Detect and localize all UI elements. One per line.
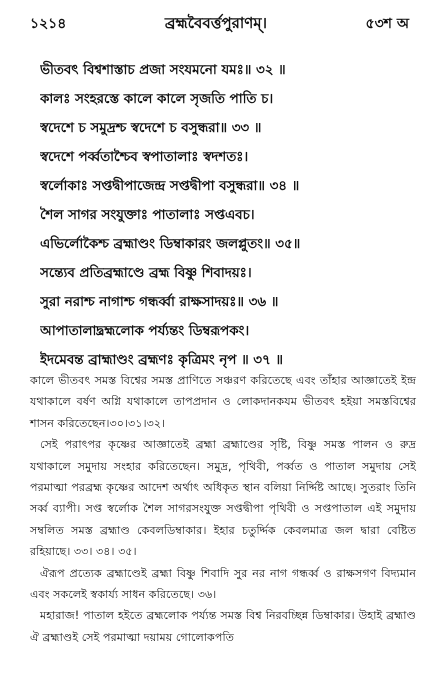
verse-line: শৈল সাগর সংযুক্তাঃ পাতালাঃ সপ্তএবচ। (40, 208, 255, 223)
chapter-label: ৫৩শ অ (365, 16, 409, 32)
bengali-commentary (30, 370, 416, 648)
commentary-paragraph: কালে ভীতবৎ সমস্ত বিশ্বের সমস্ত প্রাণিতে সঞ্চরণ করিতেছে এবং তাঁহার আজ্ঞাতেই ইন্দ্র যথাকালে বর্ষণ অগ্নি যথাকালে তাপপ্রদান ও লোকদানকযম ভীতবৎ হইয়া সমস্তবিশ্বের শাসন করিতেছেন।৩০।৩১।৩২। (30, 374, 416, 430)
sanskrit-verses (40, 56, 412, 375)
verse-line: ভীতবৎ বিশ্বশাস্তাচ প্রজা সংযমনো যমঃ॥ ৩২ ॥ (40, 63, 286, 78)
commentary-paragraph: মহারাজ! পাতাল হইতে ব্রহ্মলোক পর্য্যন্ত সমস্ত বিশ্ব নিরবচ্ছিন্ন ডিম্বাকার। উহাই ব্রহ্মাণ্ড ঐ ব্রহ্মাণ্ডই সেই পরমাত্মা দয়াময় গোলোকপতি (30, 609, 416, 644)
commentary-paragraph: ঐরূপ প্রত্যেক ব্রহ্মাণ্ডেই ব্রহ্মা বিষ্ণু শিবাদি সুর নর নাগ গন্ধর্ব্ব ও রাক্ষসগণ বিদ্যমান এবং সকলেই স্বকার্য্য সাধন করিতেছে। ৩৬। (30, 566, 416, 602)
verse-line: আপাতালাদ্ব্রহ্মলোক পর্য্যন্তং ডিম্বরূপকং। (40, 324, 250, 339)
page-number: ১২১৪ (30, 16, 67, 32)
commentary-paragraph: সেই পরাৎপর কৃষ্ণের আজ্ঞাতেই ব্রহ্মা ব্রহ্মাণ্ডের সৃষ্টি, বিষ্ণু সমস্ত পালন ও রুদ্র যথাকালে সমুদায় সংহার করিতেছেন। সমুদ্র, পৃথিবী, পর্ব্বত ও পাতাল সমুদায় সেই পরমাত্মা পরব্রহ্ম কৃষ্ণের আদেশ অর্থাৎ অধিকৃত স্থান বলিয়া নির্দ্দিষ্ট আছে। সুতরাং তিনি সর্ব্ব ব্যাপী। সপ্ত স্বর্লোক শৈল সাগরসংযুক্ত সপ্তদ্বীপা পৃথিবী ও সপ্তপাতাল এই সমুদায় সম্বলিত সমস্ত ব্রহ্মাণ্ড কেবলডিম্বাকার। ইহার চতুর্দ্দিক কেবলমাত্র জল দ্বারা বেষ্টিত রহিয়াছে। ৩৩। ৩৪। ৩৫। (30, 438, 416, 559)
page-header (30, 8, 409, 40)
verse-line: সুরা নরাশ্চ নাগাশ্চ গন্ধর্ব্বা রাক্ষসাদয়ঃ॥ ৩৬ ॥ (40, 295, 279, 310)
verse-line: এভির্লোকৈশ্চ ব্রহ্মাণ্ডং ডিম্বাকারং জলপ্লুতং॥ ৩৫॥ (40, 237, 301, 252)
verse-line: স্বদেশে পর্ব্বতাশ্চৈব স্বপাতালাঃ স্বদশতঃ। (40, 150, 249, 165)
verse-line: ইদমেবন্ত ব্রাহ্মাণ্ডং ব্রহ্মণঃ কৃত্রিমং নৃপ ॥ ৩৭ ॥ (40, 353, 283, 368)
book-title: ব্রহ্মবৈবর্ত্তপুরাণম্। (164, 13, 267, 32)
verse-line: স্বর্লোকাঃ সপ্তদ্বীপাজেন্দ্র সপ্তদ্বীপা বসুন্ধরা॥ ৩৪ ॥ (40, 179, 300, 194)
verse-line: কালঃ সংহরস্তে কালে কালে সৃজতি পাতি চ। (40, 92, 274, 107)
verse-line: সন্ত্যেব প্রতিব্রহ্মাণ্ডে ব্রহ্ম বিষ্ণু শিবাদয়ঃ। (40, 266, 252, 281)
verse-line: স্বদেশে চ সমুদ্রশ্চ স্বদেশে চ বসুন্ধরা॥ ৩৩ ॥ (40, 121, 262, 136)
